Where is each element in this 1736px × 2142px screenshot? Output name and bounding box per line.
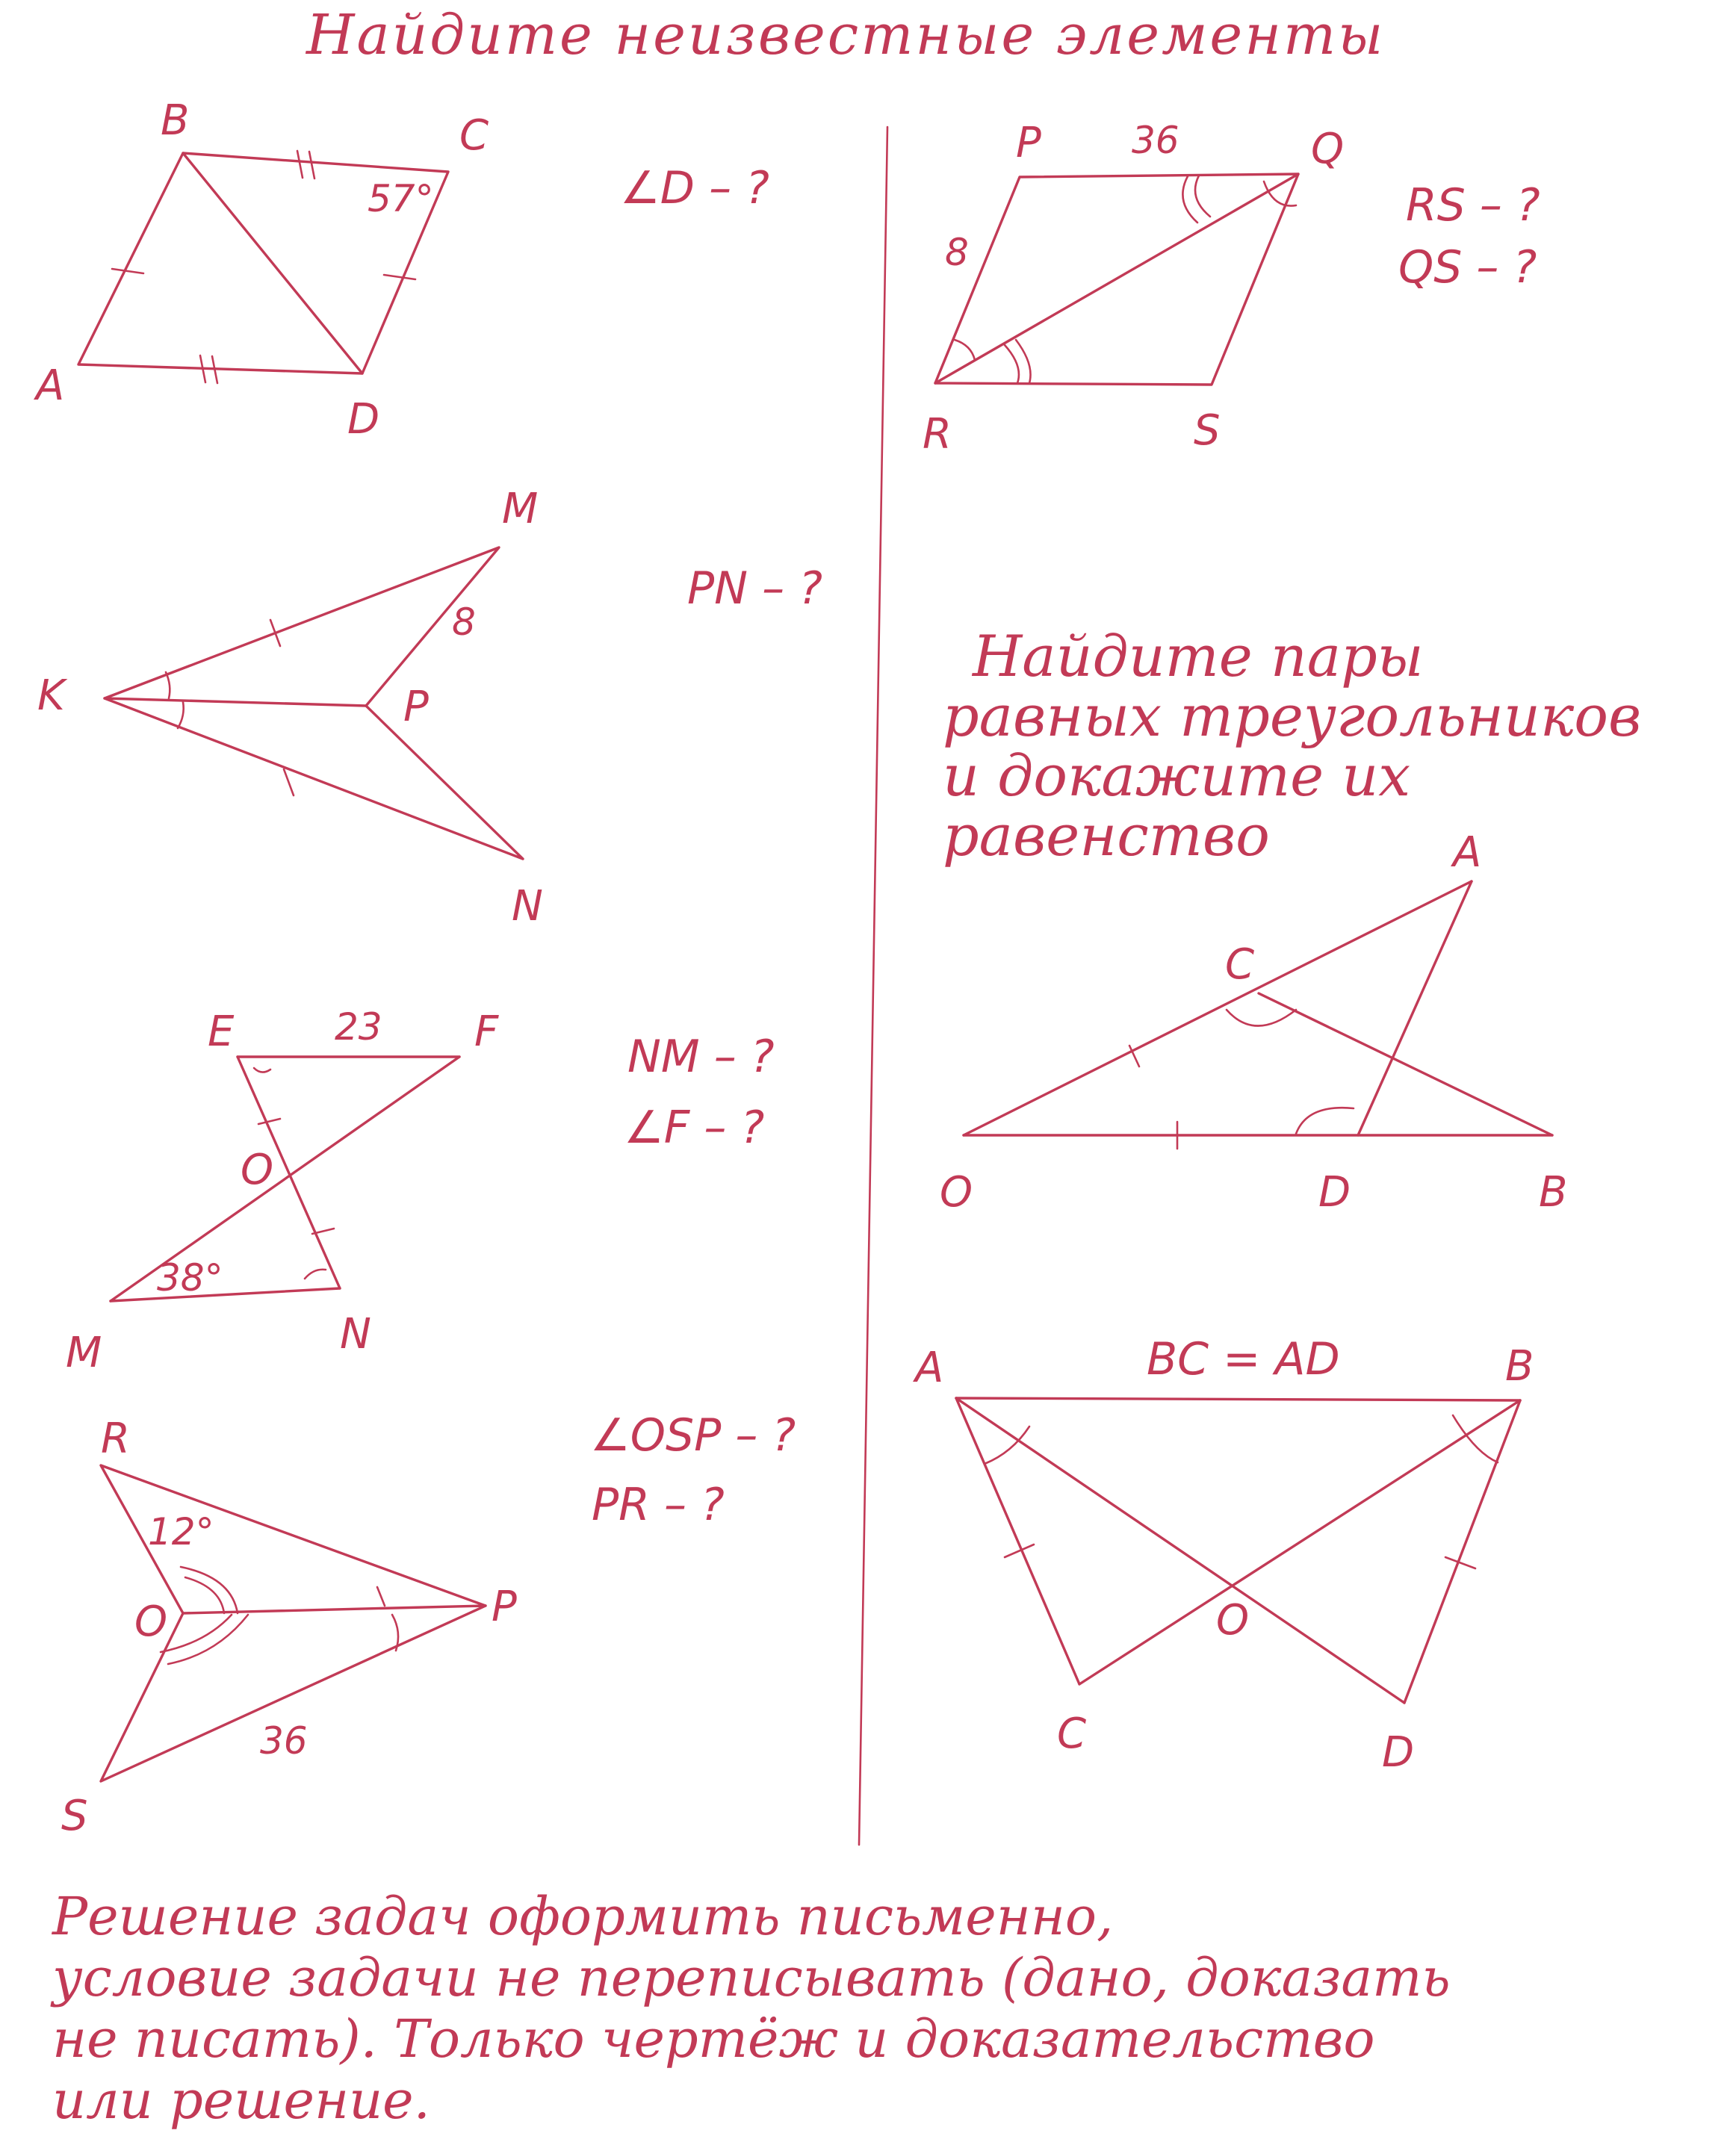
- diagonal-bd: [183, 153, 362, 373]
- angle-arc-q1: [1195, 176, 1210, 217]
- segment-ab: [956, 1398, 1520, 1400]
- task-2-line-3: и докажите их: [943, 742, 1411, 809]
- vertex-n-label: N: [340, 1310, 371, 1359]
- question-qs: QS – ?: [1398, 241, 1537, 294]
- segment-kp: [105, 698, 366, 706]
- side-sp-value: 36: [260, 1719, 308, 1763]
- side-ef-value: 23: [335, 1005, 382, 1049]
- angle-arc-d: [1296, 1108, 1354, 1134]
- vertex-o-label: O: [940, 1168, 973, 1217]
- vertex-o-label: O: [241, 1146, 274, 1194]
- task-2-line-4: равенство: [943, 802, 1270, 869]
- vertex-s-label: S: [1194, 406, 1221, 455]
- vertex-d-label: D: [1318, 1168, 1351, 1217]
- vertex-r-label: R: [923, 410, 952, 459]
- angle-arc-c: [1227, 1010, 1296, 1026]
- angle-arc-mkp: [166, 672, 170, 698]
- question-nm: NM – ?: [627, 1031, 775, 1083]
- diagonal-rq: [935, 174, 1298, 383]
- segment-ad: [1358, 881, 1472, 1135]
- vertex-n-label: N: [512, 882, 543, 931]
- question-angle-osp: ∠OSP – ?: [590, 1409, 796, 1462]
- vertex-b-label: B: [1539, 1168, 1568, 1217]
- side-mp-value: 8: [452, 600, 476, 644]
- angle-c-value: 57°: [368, 177, 434, 220]
- question-rs: RS – ?: [1406, 179, 1540, 232]
- vertex-q-label: Q: [1311, 125, 1345, 173]
- segment-bd: [1404, 1400, 1520, 1703]
- vertex-r-label: R: [101, 1415, 130, 1463]
- vertex-m-label: M: [502, 485, 539, 533]
- task-2-line-1: Найдите пары: [973, 623, 1424, 689]
- figure-triangles-oad-ocb: [940, 828, 1567, 1217]
- angle-arc-o3: [161, 1615, 232, 1652]
- vertex-a-label: A: [1453, 828, 1482, 877]
- vertex-a-label: A: [915, 1344, 944, 1392]
- vertex-p-label: P: [1016, 119, 1041, 167]
- footer-line-2: условие задачи не переписывать (дано, доказать: [52, 1947, 1451, 2008]
- footer-line-4: или решение.: [52, 2070, 430, 2131]
- tick-eo: [258, 1119, 280, 1124]
- vertex-o-label: O: [134, 1598, 168, 1646]
- figure-parallelogram-pqsr: [923, 119, 1540, 459]
- vertex-b-label: B: [161, 96, 190, 145]
- vertex-d-label: D: [347, 395, 380, 444]
- angle-arc-n: [305, 1270, 326, 1279]
- condition-bc-equals-ad: BC = AD: [1147, 1333, 1340, 1385]
- side-pq-value: 36: [1132, 119, 1179, 162]
- tick-cd: [384, 275, 415, 279]
- vertex-o-label: O: [1216, 1596, 1250, 1645]
- double-tick-bc: [297, 151, 314, 178]
- angle-arc-o2: [181, 1567, 238, 1613]
- vertex-f-label: F: [474, 1008, 499, 1056]
- angle-arc-e: [254, 1068, 270, 1072]
- figure-parallelogram-abcd: [34, 96, 769, 444]
- segment-cb: [1259, 993, 1552, 1135]
- task-2-heading: [943, 623, 1641, 869]
- column-divider: [859, 127, 887, 1845]
- footer-line-1: Решение задач оформить письменно,: [52, 1886, 1114, 1947]
- angle-r-value: 12°: [148, 1510, 214, 1553]
- angle-arc-p: [392, 1615, 398, 1651]
- segment-ad: [956, 1398, 1404, 1703]
- vertex-c-label: C: [1225, 940, 1255, 989]
- figure-kmpn: [37, 485, 822, 931]
- segment-op: [183, 1606, 486, 1613]
- segment-bc: [1079, 1400, 1520, 1684]
- tick-ab: [112, 269, 143, 273]
- vertex-c-label: C: [459, 111, 489, 160]
- figure-rops: [61, 1409, 796, 1840]
- task-2-line-2: равных треугольников: [943, 683, 1642, 749]
- vertex-b-label: B: [1505, 1342, 1534, 1391]
- footer-instructions: [50, 1886, 1451, 2131]
- question-angle-f: ∠F – ?: [624, 1102, 765, 1154]
- question-angle-d: ∠D – ?: [620, 162, 769, 214]
- angle-m-value: 38°: [157, 1256, 223, 1300]
- footer-line-3: не писать). Только чертёж и доказательство: [52, 2008, 1375, 2070]
- question-pn: PN – ?: [687, 562, 823, 615]
- figure-efomn: [66, 1005, 775, 1377]
- figure-abcdo: [913, 1333, 1534, 1777]
- vertex-p-label: P: [492, 1583, 517, 1631]
- vertex-a-label: A: [36, 361, 65, 410]
- angle-arc-r3: [955, 340, 975, 360]
- angle-arc-pkn: [178, 702, 184, 728]
- vertex-c-label: C: [1057, 1710, 1087, 1758]
- tick-kn: [284, 769, 294, 795]
- segment-mn: [111, 1288, 340, 1301]
- vertex-m-label: M: [66, 1329, 102, 1377]
- segment-oa: [964, 881, 1472, 1135]
- page-title: Найдите неизвестные элементы: [306, 3, 1386, 67]
- vertex-d-label: D: [1382, 1728, 1415, 1777]
- vertex-k-label: K: [37, 671, 65, 720]
- side-pr-value: 8: [945, 231, 969, 274]
- angle-mark-p1: [377, 1587, 385, 1606]
- angle-arc-r1: [1005, 345, 1019, 383]
- question-pr: PR – ?: [592, 1479, 725, 1531]
- vertex-s-label: S: [61, 1792, 88, 1840]
- vertex-e-label: E: [208, 1008, 235, 1056]
- vertex-p-label: P: [403, 683, 429, 731]
